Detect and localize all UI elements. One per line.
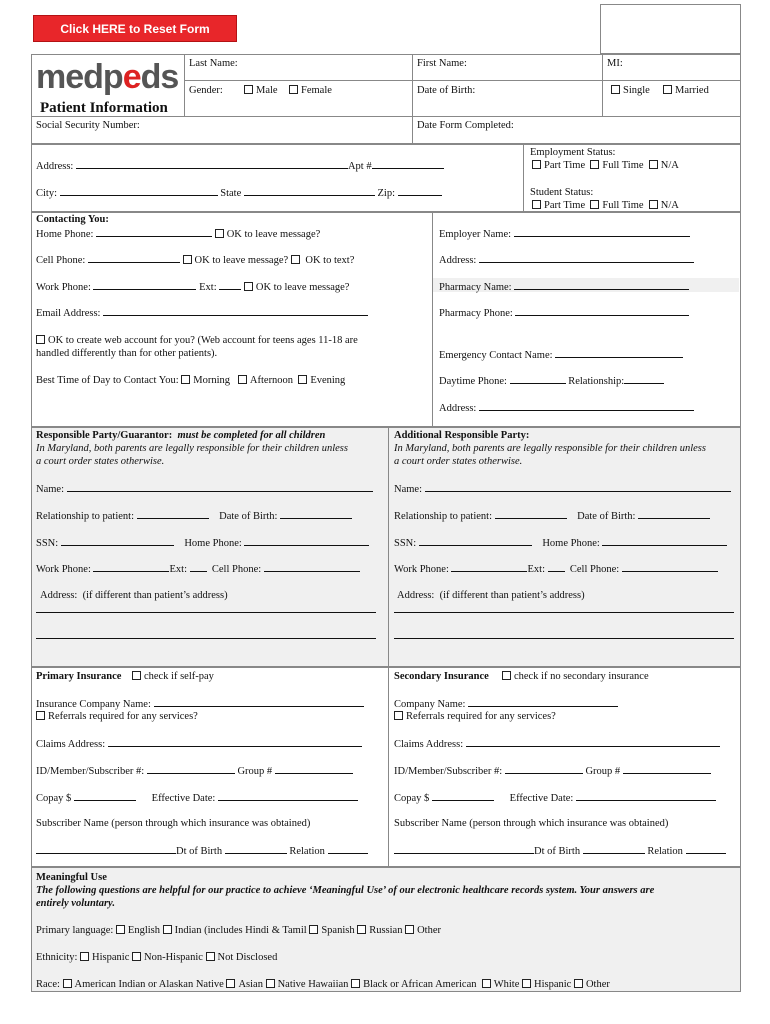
lang-english-checkbox[interactable] [116, 925, 125, 934]
primary-company-field[interactable]: Insurance Company Name: [36, 697, 364, 711]
work-ok-checkbox[interactable] [244, 282, 253, 291]
additional-heading: Additional Responsible Party: [394, 430, 530, 441]
male-option[interactable]: Male [244, 84, 278, 97]
cell-text-checkbox[interactable] [291, 255, 300, 264]
emergency-address-field[interactable]: Address: [439, 401, 694, 415]
morning-checkbox[interactable] [181, 375, 190, 384]
mi-label: MI: [607, 58, 623, 69]
secondary-subscriber-label: Subscriber Name (person through which insurance was obtained) [394, 818, 669, 829]
daytime-phone-field[interactable]: Daytime Phone: Relationship: [439, 374, 664, 388]
stu-na-checkbox[interactable] [649, 200, 658, 209]
employment-status-label: Employment Status: [530, 147, 616, 158]
primary-insurance-heading[interactable]: Primary Insurance check if self-pay [36, 671, 214, 682]
emp-na-checkbox[interactable] [649, 160, 658, 169]
race-asian-checkbox[interactable] [226, 979, 235, 988]
city-state-zip[interactable]: City: State Zip: [36, 186, 442, 200]
web-account-option[interactable]: OK to create web account for you? (Web account for teens ages 11-18 are [36, 334, 358, 347]
race-native-hawaiian-checkbox[interactable] [266, 979, 275, 988]
primary-language-row[interactable]: Primary language: English Indian (includes Hindi & Tamil Spanish Russian Other [36, 925, 442, 936]
married-option[interactable]: Married [663, 84, 709, 97]
top-right-box [600, 4, 741, 54]
race-white-checkbox[interactable] [482, 979, 491, 988]
primary-subscriber-field[interactable]: Dt of Birth Relation [36, 844, 368, 858]
ar-name-field[interactable]: Name: [394, 482, 731, 496]
lang-other-checkbox[interactable] [405, 925, 414, 934]
married-checkbox[interactable] [663, 85, 672, 94]
first-name-label: First Name: [417, 58, 467, 69]
best-time-field[interactable]: Best Time of Day to Contact You: Morning Afternoon Evening [36, 375, 346, 386]
self-pay-checkbox[interactable] [132, 671, 141, 680]
student-status-label: Student Status: [530, 187, 594, 198]
rp-work-phone-field[interactable]: Work Phone: Ext: Cell Phone: [36, 562, 360, 576]
race-black-checkbox[interactable] [351, 979, 360, 988]
race-american-indian-checkbox[interactable] [63, 979, 72, 988]
eth-non-hispanic-checkbox[interactable] [132, 952, 141, 961]
page-title: Patient Information [40, 100, 168, 116]
ethnicity-row[interactable]: Ethnicity: Hispanic Non-Hispanic Not Disclosed [36, 952, 278, 963]
employer-name-field[interactable]: Employer Name: [439, 227, 690, 241]
lang-spanish-checkbox[interactable] [309, 925, 318, 934]
primary-referrals-option[interactable]: Referrals required for any services? [36, 710, 198, 723]
race-hispanic-checkbox[interactable] [522, 979, 531, 988]
ar-work-phone-field[interactable]: Work Phone: Ext: Cell Phone: [394, 562, 718, 576]
no-secondary-checkbox[interactable] [502, 671, 511, 680]
rp-ssn-field[interactable]: SSN: Home Phone: [36, 536, 369, 550]
responsible-note-1: In Maryland, both parents are legally responsible for their children unless [36, 443, 348, 454]
ssn-label: Social Security Number: [36, 120, 140, 131]
employer-address-field[interactable]: Address: [439, 253, 694, 267]
lang-russian-checkbox[interactable] [357, 925, 366, 934]
employment-options[interactable]: Part Time Full Time N/A [532, 159, 679, 172]
student-options[interactable]: Part Time Full Time N/A [532, 199, 679, 212]
additional-note-2: a court order states otherwise. [394, 456, 523, 467]
primary-subscriber-label: Subscriber Name (person through which insurance was obtained) [36, 818, 311, 829]
eth-hispanic-checkbox[interactable] [80, 952, 89, 961]
secondary-insurance-heading[interactable]: Secondary Insurance check if no secondary insurance [394, 671, 649, 682]
home-phone-field[interactable]: Home Phone: OK to leave message? [36, 229, 321, 240]
single-option[interactable]: Single [611, 84, 650, 97]
responsible-heading: Responsible Party/Guarantor: must be completed for all children [36, 430, 326, 441]
primary-referrals-checkbox[interactable] [36, 711, 45, 720]
web-account-checkbox[interactable] [36, 335, 45, 344]
web-account-note: handled differently than for other patients). [36, 348, 218, 359]
pharmacy-phone-field[interactable]: Pharmacy Phone: [439, 306, 689, 320]
female-option[interactable]: Female [289, 84, 332, 97]
date-completed-label: Date Form Completed: [417, 120, 514, 131]
secondary-id-field[interactable]: ID/Member/Subscriber #: Group # [394, 764, 711, 778]
ar-address-label: Address: (if different than patient’s address) [397, 590, 585, 601]
rp-name-field[interactable]: Name: [36, 482, 373, 496]
primary-id-field[interactable]: ID/Member/Subscriber #: Group # [36, 764, 353, 778]
cell-ok-checkbox[interactable] [183, 255, 192, 264]
primary-claims-field[interactable]: Claims Address: [36, 737, 362, 751]
dob-label: Date of Birth: [417, 85, 476, 96]
lang-indian-checkbox[interactable] [163, 925, 172, 934]
medpeds-logo: medpeds [36, 58, 179, 96]
secondary-referrals-checkbox[interactable] [394, 711, 403, 720]
contacting-heading: Contacting You: [36, 214, 109, 225]
afternoon-checkbox[interactable] [238, 375, 247, 384]
evening-checkbox[interactable] [298, 375, 307, 384]
email-field[interactable]: Email Address: [36, 306, 368, 320]
secondary-company-field[interactable]: Company Name: [394, 697, 618, 711]
gender-label: Gender: [189, 85, 223, 96]
emergency-name-field[interactable]: Emergency Contact Name: [439, 348, 683, 362]
eth-not-disclosed-checkbox[interactable] [206, 952, 215, 961]
race-other-checkbox[interactable] [574, 979, 583, 988]
ar-ssn-field[interactable]: SSN: Home Phone: [394, 536, 727, 550]
reset-form-button[interactable]: Click HERE to Reset Form [33, 15, 237, 42]
meaningful-intro-1: The following questions are helpful for our practice to achieve ‘Meaningful Use’ of our electronic healthcare records system. Your answers are [36, 885, 655, 896]
work-phone-field[interactable]: Work Phone: Ext: OK to leave message? [36, 282, 350, 293]
single-checkbox[interactable] [611, 85, 620, 94]
responsible-note-2: a court order states otherwise. [36, 456, 165, 467]
race-row[interactable]: Race: American Indian or Alaskan Native Asian Native Hawaiian Black or African American White Hispanic Other [36, 979, 610, 990]
pharmacy-name-field[interactable]: Pharmacy Name: [439, 280, 689, 294]
stu-part-time-checkbox[interactable] [532, 200, 541, 209]
meaningful-intro-2: entirely voluntary. [36, 898, 115, 909]
secondary-subscriber-field[interactable]: Dt of Birth Relation [394, 844, 726, 858]
address-field[interactable]: Address: Apt # [36, 159, 444, 173]
stu-full-time-checkbox[interactable] [590, 200, 599, 209]
male-checkbox[interactable] [244, 85, 253, 94]
ar-relationship-field[interactable]: Relationship to patient: Date of Birth: [394, 509, 710, 523]
last-name-label: Last Name: [189, 58, 238, 69]
rp-relationship-field[interactable]: Relationship to patient: Date of Birth: [36, 509, 352, 523]
secondary-referrals-option[interactable]: Referrals required for any services? [394, 710, 556, 723]
emp-full-time-checkbox[interactable] [590, 160, 599, 169]
secondary-claims-field[interactable]: Claims Address: [394, 737, 720, 751]
rp-address-label: Address: (if different than patient’s address) [40, 590, 228, 601]
additional-note-1: In Maryland, both parents are legally responsible for their children unless [394, 443, 706, 454]
cell-phone-field[interactable]: Cell Phone: OK to leave message? OK to text? [36, 255, 355, 266]
home-ok-checkbox[interactable] [215, 229, 224, 238]
meaningful-use-heading: Meaningful Use [36, 872, 107, 883]
primary-copay-field[interactable]: Copay $ Effective Date: [36, 791, 358, 805]
emp-part-time-checkbox[interactable] [532, 160, 541, 169]
secondary-copay-field[interactable]: Copay $ Effective Date: [394, 791, 716, 805]
female-checkbox[interactable] [289, 85, 298, 94]
